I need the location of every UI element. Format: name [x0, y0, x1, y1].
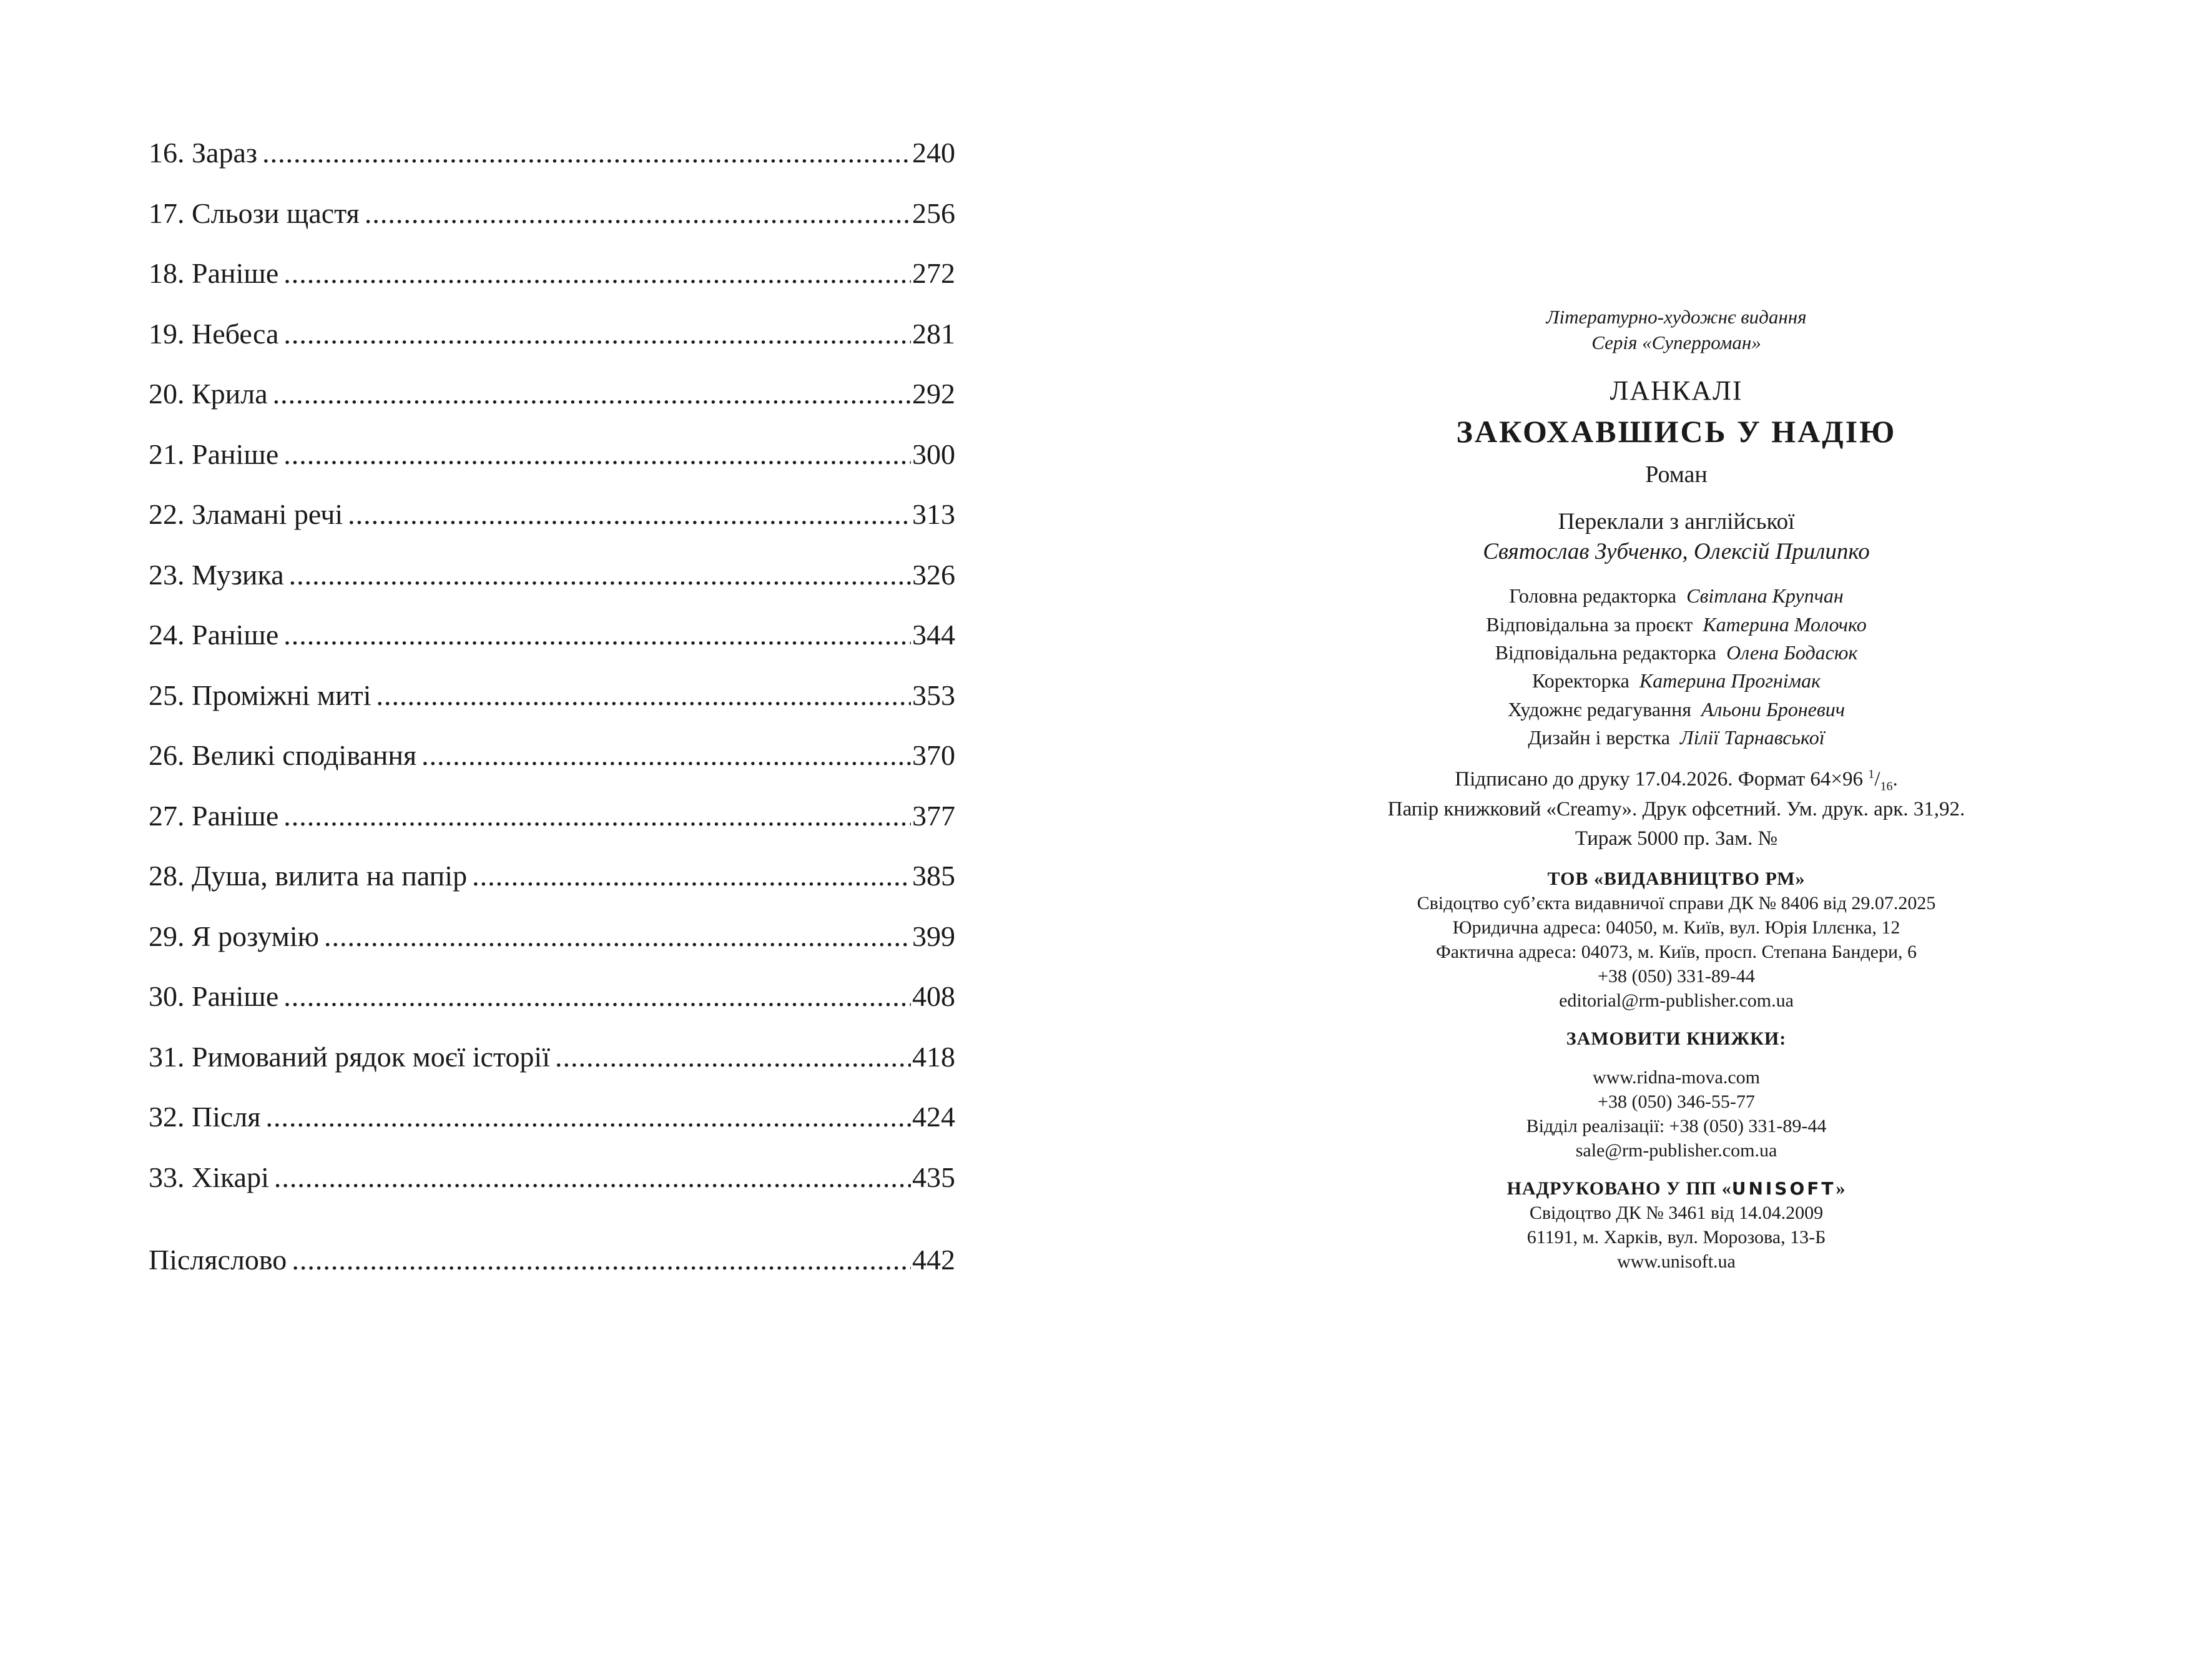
toc-entry-page: 353: [912, 679, 955, 711]
order-heading: ЗАМОВИТИ КНИЖКИ:: [1566, 1028, 1787, 1049]
toc-entry-title: 22. Зламані речі: [149, 498, 343, 530]
toc-entry: [149, 799, 955, 862]
toc-entry-page: 370: [912, 739, 955, 771]
toc-entry: [149, 440, 955, 501]
toc-leader-dots: [283, 259, 911, 288]
toc-entry-title: 29. Я розумію: [149, 920, 320, 952]
toc-entry: [149, 922, 955, 983]
toc-entry-title: 18. Раніше: [149, 257, 279, 289]
staff-role: Художнє редагування: [1507, 697, 1691, 721]
printer-heading: [1274, 1176, 2079, 1201]
staff-credits: [1274, 582, 2079, 752]
toc-entry: [149, 199, 955, 260]
staff-person: Катерина Молочко: [1703, 613, 1867, 636]
toc-entry: [149, 317, 955, 380]
printer-website: www.unisoft.ua: [1617, 1251, 1736, 1273]
toc-entry: [149, 1163, 955, 1224]
toc-entry-title: 26. Великі сподівання: [149, 739, 417, 771]
translation-credit: [1274, 507, 2079, 567]
toc-entry-page: 326: [912, 558, 955, 591]
printer-address: 61191, м. Харків, вул. Морозова, 13-Б: [1526, 1227, 1826, 1248]
toc-entry: [149, 500, 955, 561]
genre: Роман: [1645, 461, 1708, 488]
toc-leader-dots: [266, 1103, 911, 1131]
edition-type: Літературно-художнє видання: [1546, 306, 1807, 328]
toc-leader-dots: [289, 561, 911, 589]
toc-leader-dots: [262, 139, 911, 167]
toc-entry-page: 344: [912, 619, 955, 651]
toc-entry-page: 292: [912, 378, 955, 410]
staff-person: Лілії Тарнавської: [1679, 726, 1825, 749]
toc-leader-dots: [365, 199, 911, 228]
toc-entry-title: 30. Раніше: [149, 980, 279, 1012]
paper-line: Папір книжковий «Creamy». Друк офсетний. Ум. друк. арк. 31,92.: [1387, 798, 1965, 821]
toc-entry-title: 17. Сльози щастя: [149, 197, 360, 229]
order-phone: +38 (050) 346-55-77: [1598, 1091, 1755, 1113]
sales-email: sale@rm-publisher.com.ua: [1575, 1140, 1777, 1161]
staff-role: Головна редакторка: [1509, 584, 1677, 608]
publisher-name: ТОВ «ВИДАВНИЦТВО РМ»: [1547, 868, 1806, 889]
table-of-contents: [149, 139, 955, 1306]
toc-entry: [149, 259, 955, 320]
toc-leader-dots: [292, 1246, 911, 1274]
staff-person: Олена Бодасюк: [1726, 641, 1858, 664]
printer-suffix: »: [1836, 1178, 1846, 1199]
publisher-phone: +38 (050) 331-89-44: [1598, 965, 1755, 987]
printer-brand: UNISOFT: [1731, 1178, 1836, 1199]
staff-role: Дизайн і верстка: [1528, 726, 1670, 749]
series-name: Серія «Суперроман»: [1591, 331, 1761, 353]
toc-entry-title: 24. Раніше: [149, 619, 279, 651]
toc-entry-page: 281: [912, 317, 955, 350]
toc-entry-title: 16. Зараз: [149, 137, 258, 169]
printer-certificate: Свідоцтво ДК № 3461 від 14.04.2009: [1529, 1203, 1824, 1224]
toc-entry-page: 240: [912, 137, 955, 169]
staff-role: Відповідальна редакторка: [1495, 641, 1717, 664]
publisher-actual-address: Фактична адреса: 04073, м. Київ, просп. Степана Бандери, 6: [1435, 941, 1917, 962]
staff-person: Світлана Крупчан: [1686, 584, 1844, 608]
toc-leader-dots: [421, 741, 911, 770]
toc-entry-page: 424: [912, 1101, 955, 1133]
order-block: [1274, 1065, 2079, 1163]
toc-entry-page: 442: [912, 1244, 955, 1276]
publisher-block: [1274, 867, 2079, 1013]
circulation-line: Тираж 5000 пр. Зам. №: [1575, 827, 1778, 850]
staff-line: [1274, 696, 2079, 724]
translators: Святослав Зубченко, Олексій Прилипко: [1483, 539, 1870, 564]
translated-label: Переклали з англійської: [1558, 508, 1795, 534]
toc-leader-dots: [283, 320, 911, 348]
toc-entry-page: 272: [912, 257, 955, 289]
order-website: www.ridna-mova.com: [1593, 1067, 1760, 1088]
publisher-email: editorial@rm-publisher.com.ua: [1559, 990, 1794, 1011]
toc-entry-page: 408: [912, 980, 955, 1012]
imprint-page: [1274, 305, 2079, 1274]
author-name: ЛАНКАЛІ: [1610, 375, 1743, 406]
toc-entry: [149, 558, 955, 621]
toc-entry-title: 28. Душа, вилита на папір: [149, 860, 468, 892]
printer-block: [1274, 1176, 2079, 1274]
toc-entry-page: 435: [912, 1161, 955, 1193]
toc-leader-dots: [283, 440, 911, 469]
toc-entry-title: 21. Раніше: [149, 438, 279, 470]
toc-entry-title: 33. Хікарі: [149, 1161, 269, 1193]
publisher-legal-address: Юридична адреса: 04050, м. Київ, вул. Юрія Іллєнка, 12: [1452, 917, 1900, 938]
print-signed-text: Підписано до друку 17.04.2026. Формат 64×96: [1455, 767, 1864, 790]
series-block: [1274, 305, 2079, 356]
toc-entry: [149, 1103, 955, 1163]
toc-entry: [149, 862, 955, 922]
toc-leader-dots: [283, 982, 911, 1011]
print-signed-line: Підписано до друку 17.04.2026. Формат 64×96 $^1/_{16}$.: [1455, 767, 1898, 794]
toc-entry-page: 313: [912, 498, 955, 530]
staff-line: [1274, 582, 2079, 610]
toc-entry-page: 399: [912, 920, 955, 952]
toc-entry-afterword: [149, 1246, 955, 1306]
toc-entry: [149, 741, 955, 802]
toc-leader-dots: [555, 1043, 911, 1071]
toc-entry-page: 377: [912, 799, 955, 832]
toc-leader-dots: [283, 621, 911, 649]
publisher-certificate: Свідоцтво суб’єкта видавничої справи ДК № 8406 від 29.07.2025: [1417, 892, 1936, 913]
toc-entry: [149, 681, 955, 742]
toc-leader-dots: [376, 681, 911, 710]
toc-entry-title: 19. Небеса: [149, 317, 279, 350]
toc-entry-title: 31. Римований рядок моєї історії: [149, 1040, 550, 1073]
toc-entry-page: 256: [912, 197, 955, 229]
toc-entry-page: 385: [912, 860, 955, 892]
toc-leader-dots: [348, 500, 911, 529]
toc-entry-title: 27. Раніше: [149, 799, 279, 832]
staff-role: Коректорка: [1531, 669, 1630, 692]
toc-entry-page: 300: [912, 438, 955, 470]
toc-leader-dots: [472, 862, 911, 890]
toc-leader-dots: [274, 1163, 911, 1192]
toc-entry: [149, 621, 955, 681]
toc-entry: [149, 139, 955, 199]
staff-line: [1274, 611, 2079, 639]
sales-department-phone: Відділ реалізації: +38 (050) 331-89-44: [1526, 1116, 1827, 1137]
staff-role: Відповідальна за проєкт: [1486, 613, 1693, 636]
toc-entry-title: Післяслово: [149, 1244, 287, 1276]
staff-person: Катерина Прогнімак: [1639, 669, 1821, 692]
toc-entry: [149, 982, 955, 1043]
toc-entry-title: 32. Після: [149, 1101, 261, 1133]
format-denominator: 16: [1880, 779, 1893, 794]
toc-entry-page: 418: [912, 1040, 955, 1073]
format-numerator: 1: [1868, 767, 1875, 781]
toc-leader-dots: [283, 802, 911, 830]
toc-entry: [149, 1040, 955, 1103]
staff-line: [1274, 667, 2079, 695]
toc-leader-dots: [273, 380, 911, 408]
toc-entry-title: 20. Крила: [149, 378, 268, 410]
toc-leader-dots: [324, 922, 911, 951]
book-title: ЗАКОХАВШИСЬ У НАДІЮ: [1456, 413, 1897, 449]
toc-entry: [149, 380, 955, 440]
toc-entry-title: 25. Проміжні миті: [149, 679, 371, 711]
toc-entry-title: 23. Музика: [149, 558, 284, 591]
staff-person: Альони Броневич: [1701, 697, 1846, 721]
print-details: [1274, 765, 2079, 853]
staff-line: [1274, 724, 2079, 752]
staff-line: [1274, 639, 2079, 667]
printer-prefix: НАДРУКОВАНО У ПП «: [1507, 1178, 1732, 1199]
